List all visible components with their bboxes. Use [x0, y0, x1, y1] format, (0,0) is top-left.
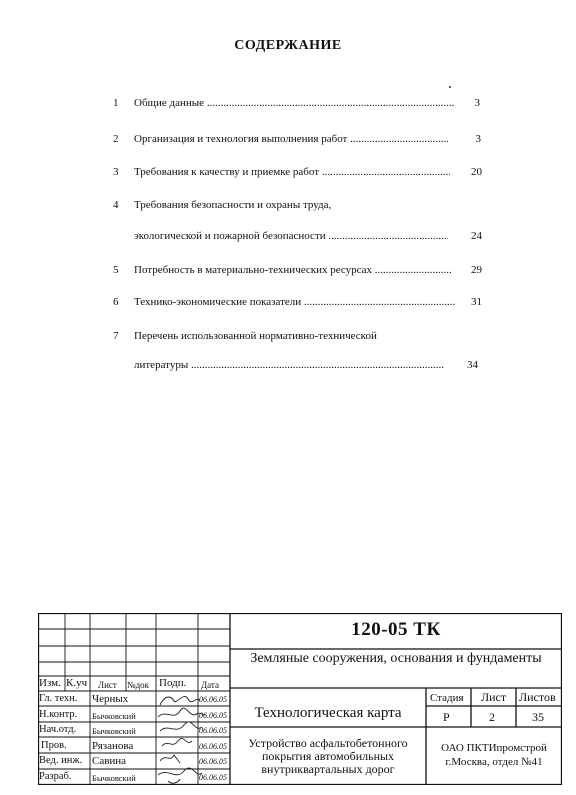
toc-title: экологической и пожарной безопасности .....: [134, 229, 448, 243]
toc-number: 2: [113, 133, 119, 145]
signer-name: Савина: [92, 755, 127, 767]
stage-label: Стадия: [430, 692, 464, 704]
document-code: 120-05 ТК: [351, 619, 441, 640]
page-title: СОДЕРЖАНИЕ: [234, 38, 342, 53]
toc-title: Требования безопасности и охраны труда,: [134, 199, 332, 211]
col-header-podp: Подп.: [159, 677, 187, 689]
signer-date: 06.06.05: [199, 742, 227, 751]
toc-number: 4: [113, 199, 119, 211]
signer-name: Бычковский: [92, 773, 136, 783]
toc-page: 31: [471, 296, 482, 308]
toc-page: 29: [471, 264, 482, 276]
toc-number: 5: [113, 264, 119, 276]
signer-role: Вед. инж.: [39, 755, 83, 766]
document-description: Устройство асфальтобетонного покрытия автомобильных внутриквартальных дорог: [248, 736, 408, 776]
toc-number: 1: [113, 97, 119, 109]
toc-number: 7: [113, 330, 119, 342]
signer-role: Разраб.: [39, 771, 72, 782]
document-title: Земляные сооружения, основания и фундаменты: [250, 651, 542, 666]
sheet-value: 2: [489, 710, 495, 724]
stray-mark: [449, 86, 451, 88]
signer-name: Черных: [92, 693, 129, 705]
signer-role: Н.контр.: [39, 709, 78, 720]
signer-role: Пров.: [41, 740, 67, 751]
signer-name: Бычковский: [92, 711, 136, 721]
signer-date: 06.06.05: [199, 711, 227, 720]
sheets-label: Листов: [519, 690, 556, 704]
toc-number: 6: [113, 296, 119, 308]
toc-title: Потребность в материально-технических ресурсах .....: [134, 263, 452, 277]
col-header-list: Лист: [98, 680, 117, 690]
handwritten-signatures: [154, 613, 214, 785]
sheet-label: Лист: [481, 690, 507, 704]
signer-date: 06.06.05: [199, 695, 227, 704]
signer-date: 06.06.05: [199, 726, 227, 735]
col-header-kol: К.уч: [66, 677, 88, 689]
toc-title: литературы .....: [134, 358, 444, 372]
signer-name: Рязанова: [92, 740, 134, 752]
title-block: [38, 613, 562, 785]
signer-date: 06.06.05: [199, 773, 227, 782]
sheets-value: 35: [532, 710, 544, 724]
toc-title: Общие данные .....: [134, 96, 454, 110]
col-header-data: Дата: [201, 680, 219, 690]
toc-title: Перечень использованной нормативно-технической: [134, 330, 377, 342]
stage-value: Р: [443, 710, 450, 724]
toc-page: 3: [474, 97, 480, 109]
toc-number: 3: [113, 166, 119, 178]
signer-date: 06.06.05: [199, 757, 227, 766]
toc-page: 34: [467, 359, 478, 371]
signer-name: Бычковский: [92, 726, 136, 736]
organization: ОАО ПКТИпромстрой г.Москва, отдел №41: [441, 742, 547, 768]
toc-title: Требования к качеству и приемке работ .....: [134, 165, 450, 179]
col-header-izm: Изм.: [39, 677, 61, 689]
signer-role: Нач.отд.: [39, 724, 77, 735]
col-header-ndok: №док: [127, 680, 150, 690]
toc-page: 24: [471, 230, 482, 242]
toc-page: 3: [475, 133, 481, 145]
toc-page: 20: [471, 166, 482, 178]
signer-role: Гл. техн.: [39, 693, 78, 704]
document-kind: Технологическая карта: [254, 705, 402, 721]
toc-title: Организация и технология выполнения работ .....: [134, 132, 448, 146]
toc-title: Технико-экономические показатели .....: [134, 295, 456, 309]
